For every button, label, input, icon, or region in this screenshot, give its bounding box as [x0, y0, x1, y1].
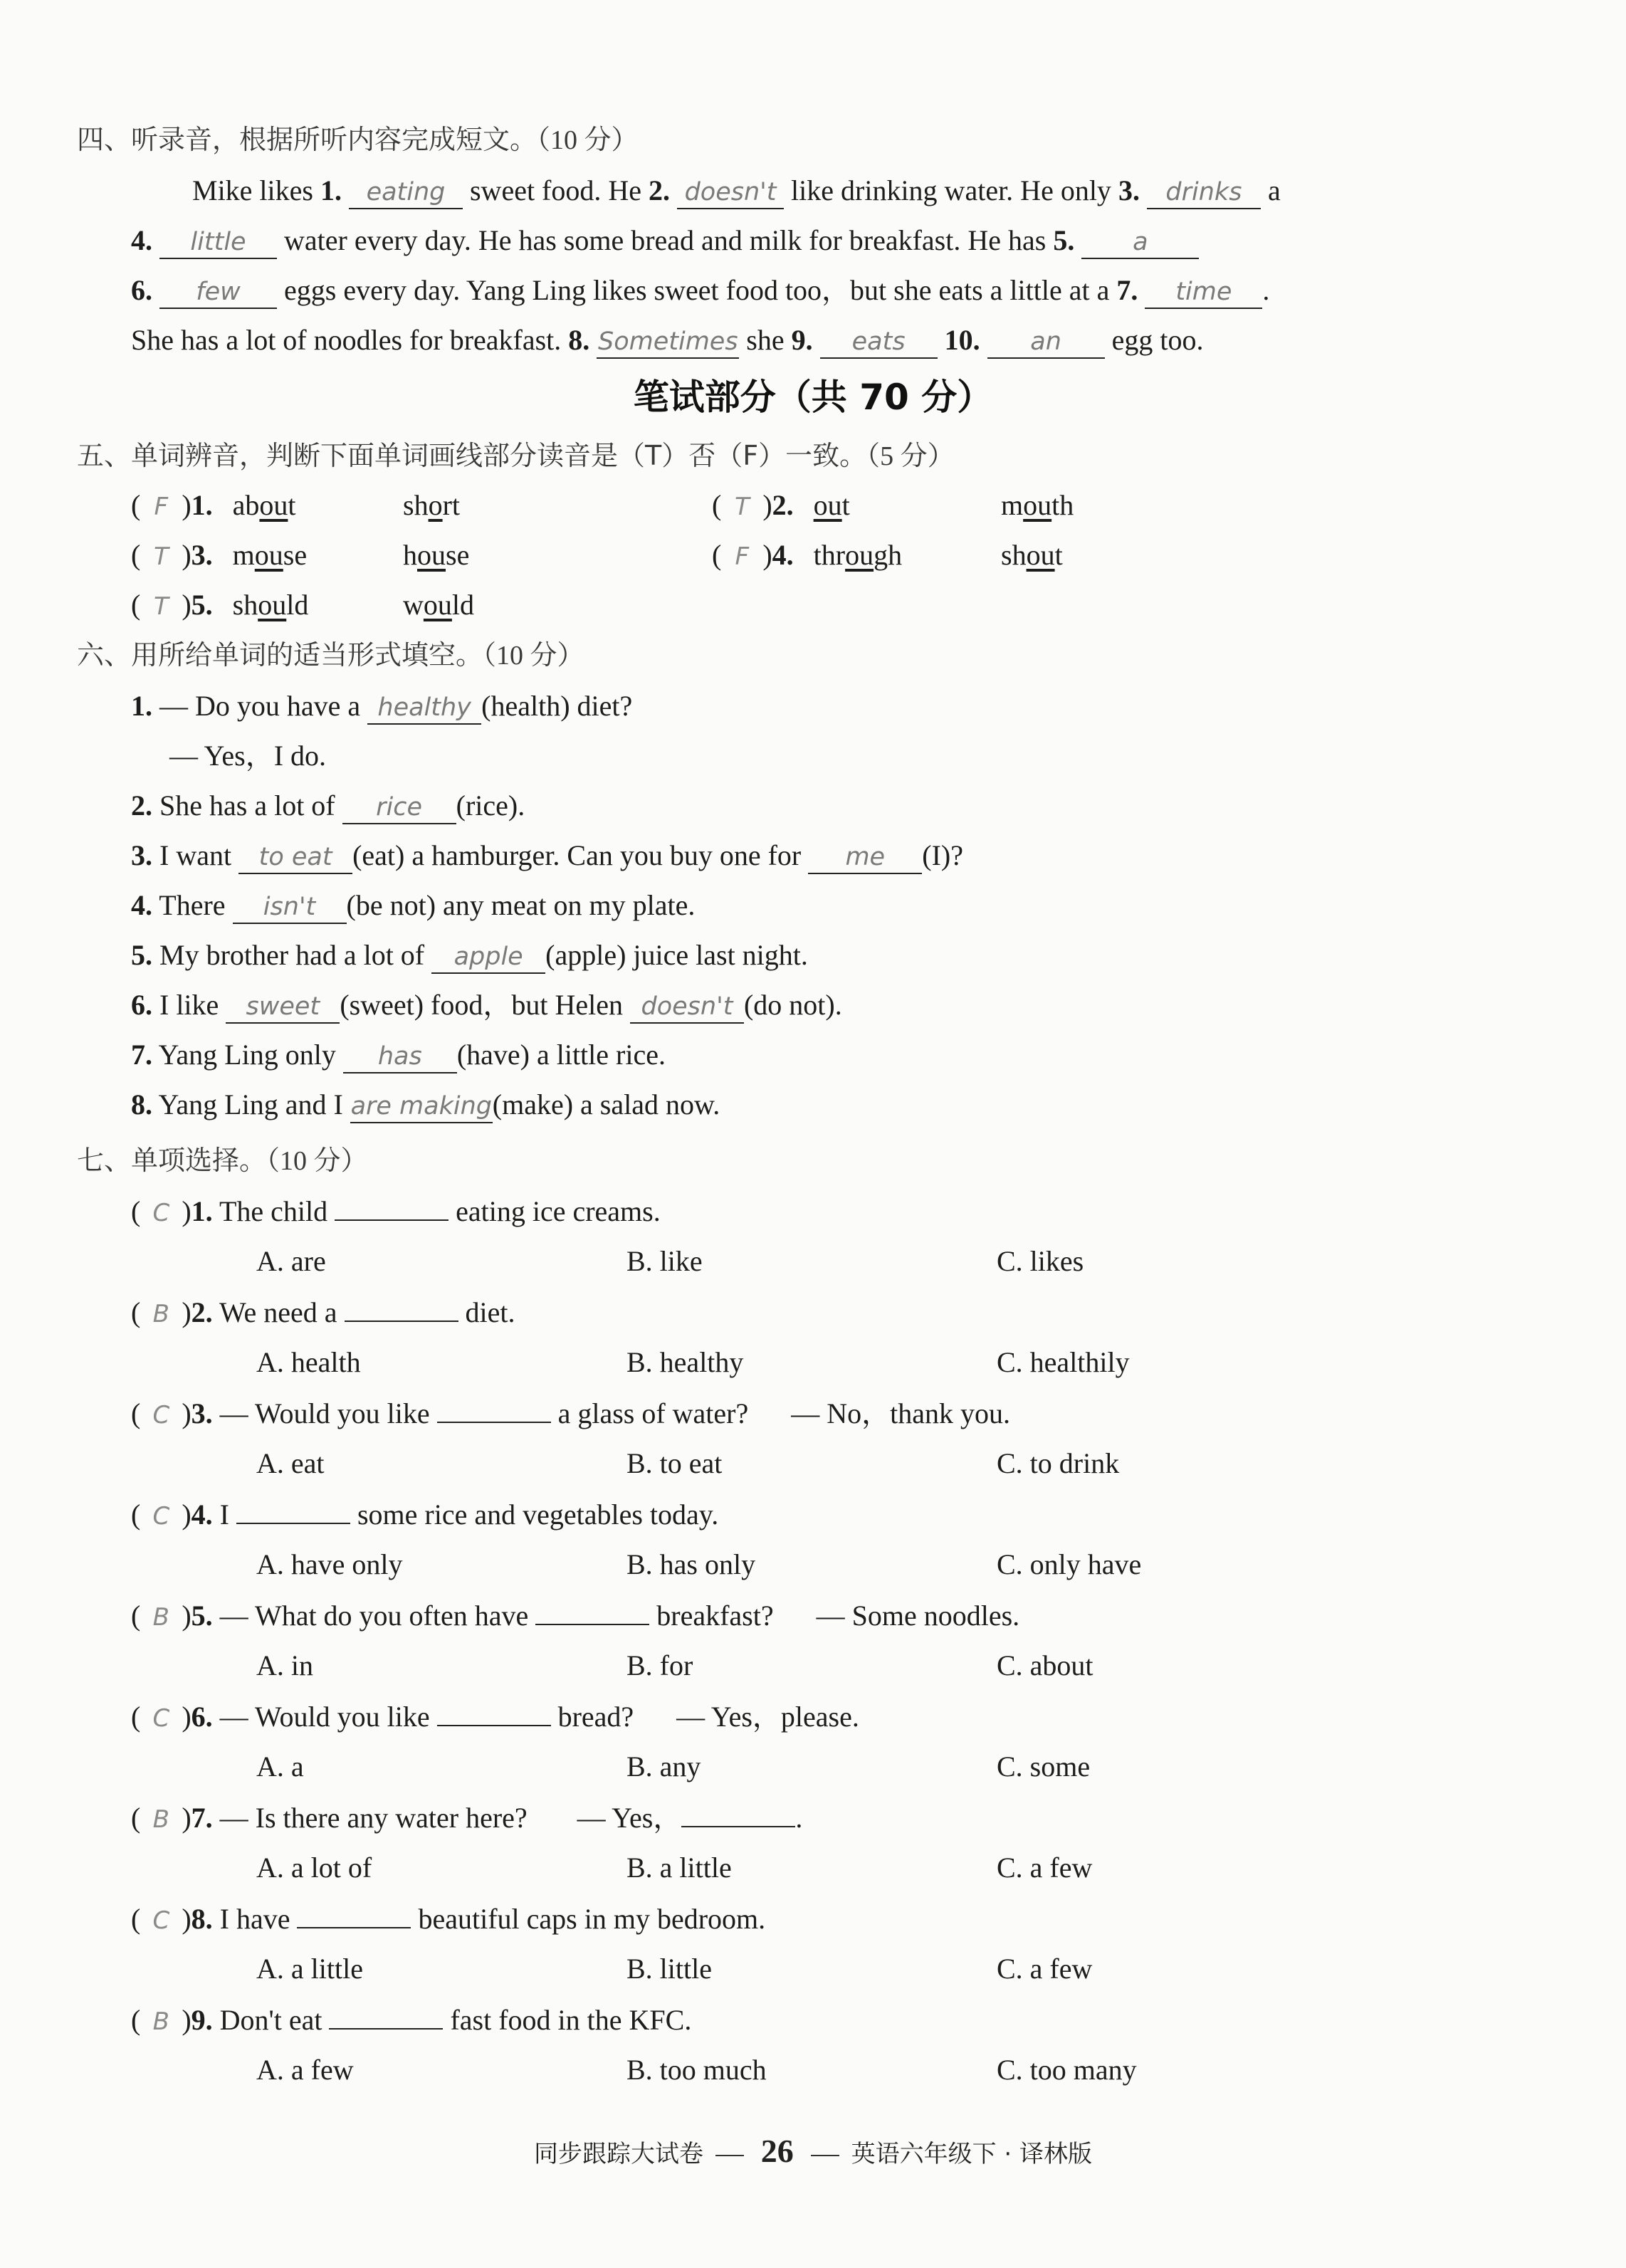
stem-text: eating ice creams.	[456, 1195, 661, 1227]
stem-text: bread?	[557, 1701, 634, 1733]
s6-item-6	[131, 985, 842, 1025]
answer-8: Sometimes	[597, 326, 739, 359]
question-text: (apple) juice last night.	[545, 939, 808, 971]
s5-item-1-word-2	[403, 485, 460, 525]
answer: sweet	[226, 991, 340, 1024]
answer-blank	[329, 2004, 443, 2030]
stem-text: I	[219, 1498, 229, 1531]
item-number: 8.	[131, 1088, 152, 1120]
option-b: B. too much	[626, 2054, 767, 2086]
answer-2: doesn't	[677, 177, 784, 209]
option-a: A. a lot of	[256, 1852, 372, 1884]
answer: C	[152, 1704, 170, 1733]
item-number: 1.	[191, 1195, 213, 1227]
item-number: 1.	[131, 690, 152, 722]
answer-blank	[535, 1600, 649, 1625]
option-b: B. any	[626, 1750, 701, 1783]
option-b: B. a little	[626, 1852, 732, 1884]
mc-question: ( C )6. — Would you like bread? — Yes，please.	[131, 1697, 859, 1738]
stem-text: — What do you often have	[219, 1600, 529, 1632]
reply-text: — Yes，	[577, 1802, 682, 1834]
word-part: h	[403, 539, 417, 571]
s5-item-1: ( F )1. about	[131, 485, 296, 527]
answer: healthy	[367, 692, 481, 725]
mc-question: ( C )1. The child eating ice creams.	[131, 1192, 661, 1233]
option-b: B. little	[626, 1953, 712, 1985]
word-1	[233, 539, 307, 571]
answer: has	[343, 1041, 457, 1073]
question-text: (have) a little rice.	[456, 1039, 666, 1071]
section-7-heading	[77, 1140, 368, 1181]
question-text: I want	[159, 839, 232, 871]
underlined-part: ou	[813, 489, 842, 521]
blank-number: 5.	[1053, 224, 1075, 256]
item-number: 4.	[772, 539, 794, 571]
option-c: C. healthily	[997, 1346, 1130, 1378]
stem-text: We need a	[219, 1296, 337, 1328]
answer: doesn't	[630, 991, 744, 1024]
answer: are making	[350, 1091, 493, 1123]
answer-blank	[437, 1397, 551, 1423]
blank-number: 9.	[791, 324, 813, 356]
question-text: My brother had a lot of	[159, 939, 425, 971]
answer-4: little	[159, 226, 277, 259]
word-1	[233, 589, 309, 621]
answer-blank	[345, 1296, 458, 1322]
answer: to eat	[238, 841, 352, 874]
heading-text: 四、听录音，根据所听内容完成短文。	[77, 124, 537, 155]
blank-number: 3.	[1118, 174, 1140, 206]
heading-points: （10 分）	[483, 641, 584, 671]
question-text: (make) a salad now.	[492, 1088, 720, 1120]
heading-text: 七、单项选择。	[77, 1145, 267, 1176]
answer-blank	[236, 1498, 350, 1524]
answer-7: time	[1145, 276, 1262, 309]
answer-blank	[437, 1701, 551, 1726]
item-number: 1.	[191, 489, 213, 521]
stem-text: some rice and vegetables today.	[357, 1498, 719, 1531]
question-text: There	[159, 889, 226, 921]
s6-item-2	[131, 786, 525, 826]
underlined-part: ou	[423, 589, 452, 621]
question-text: I like	[159, 989, 219, 1021]
s5-item-4-word-2	[1001, 535, 1063, 575]
blank-number: 6.	[131, 274, 152, 306]
s5-item-2: ( T )2. out	[712, 485, 850, 527]
option-a: A. health	[256, 1346, 361, 1378]
option-c: C. some	[997, 1750, 1091, 1783]
s6-item-5	[131, 935, 808, 975]
stem-text: breakfast?	[656, 1600, 774, 1632]
text: she	[746, 324, 785, 356]
answer-1: eating	[349, 177, 463, 209]
word-part: m	[1001, 489, 1024, 521]
answer: F	[735, 542, 750, 571]
answer: B	[152, 2007, 169, 2036]
answer: rice	[342, 792, 456, 824]
s5-item-3-word-2	[403, 535, 469, 575]
answer-6: few	[159, 276, 277, 309]
text: Mike likes	[192, 174, 313, 206]
s4-line-2	[131, 221, 1199, 261]
footer-subject: 英语六年级下 · 译林版	[851, 2140, 1093, 2168]
section-6-heading	[77, 635, 584, 676]
option-b: B. like	[626, 1245, 703, 1277]
item-number: 2.	[772, 489, 794, 521]
stem-text: fast food in the KFC.	[450, 2004, 692, 2036]
word-part: rt	[442, 489, 461, 521]
reply-text: — Some noodles.	[816, 1600, 1020, 1632]
s5-item-5-word-2	[403, 585, 474, 625]
mc-question: ( C )8. I have beautiful caps in my bedroom.	[131, 1899, 765, 1941]
option-c: C. a few	[997, 1852, 1093, 1884]
page-footer	[0, 2131, 1626, 2174]
underlined-part: o	[428, 489, 443, 521]
question-text: Yang Ling and I	[158, 1088, 343, 1120]
answer: F	[154, 493, 169, 521]
word-part: se	[283, 539, 308, 571]
s5-item-5: ( T )5. should	[131, 585, 308, 626]
answer: me	[808, 841, 922, 874]
option-b: B. healthy	[626, 1346, 744, 1378]
blank-number: 10.	[944, 324, 980, 356]
text: egg too.	[1111, 324, 1204, 356]
word-part: sh	[403, 489, 429, 521]
blank-number: 4.	[131, 224, 152, 256]
text: a	[1267, 174, 1281, 206]
answer-blank	[335, 1195, 449, 1221]
s6-item-1	[131, 686, 632, 726]
s6-item-7	[131, 1035, 666, 1075]
answer: T	[153, 592, 169, 621]
item-number: 7.	[191, 1802, 213, 1834]
option-a: A. eat	[256, 1447, 325, 1479]
stem-text: Don't eat	[219, 2004, 322, 2036]
underlined-part: ou	[845, 539, 874, 571]
s4-line-1	[192, 171, 1281, 211]
stem-text: — Would you like	[219, 1701, 430, 1733]
answer: T	[734, 493, 750, 521]
option-a: A. are	[256, 1245, 326, 1277]
reply-text: — No，thank you.	[791, 1397, 1010, 1429]
answer-5: a	[1081, 226, 1199, 259]
text: like drinking water. He only	[791, 174, 1111, 206]
answer-3: drinks	[1147, 177, 1261, 209]
item-number: 4.	[131, 889, 152, 921]
word-part: t	[841, 489, 850, 521]
option-a: A. a little	[256, 1953, 363, 1985]
s6-item-8	[131, 1085, 720, 1125]
word-part: ab	[232, 489, 260, 521]
word-part: m	[232, 539, 255, 571]
underlined-part: ou	[417, 539, 446, 571]
word-part: w	[403, 589, 424, 621]
item-number: 3.	[191, 1397, 213, 1429]
dash	[811, 2155, 839, 2156]
s6-item-4	[131, 886, 695, 925]
word-part: ld	[451, 589, 475, 621]
question-text: (health) diet?	[481, 690, 633, 722]
mc-question: ( C )3. — Would you like a glass of water? — No，thank you.	[131, 1394, 1010, 1435]
question-text: (rice).	[456, 789, 525, 821]
question-text: (do not).	[743, 989, 842, 1021]
heading-points: （10 分）	[266, 1146, 368, 1176]
s5-item-4: ( F )4. through	[712, 535, 902, 577]
question-text: (be not) any meat on my plate.	[346, 889, 696, 921]
answer: C	[152, 1199, 170, 1227]
reply-text: — Yes，please.	[676, 1701, 859, 1733]
answer: C	[152, 1401, 170, 1429]
word-part: thr	[813, 539, 846, 571]
answer: apple	[431, 941, 545, 974]
item-number: 6.	[131, 989, 152, 1021]
item-number: 2.	[131, 789, 152, 821]
underlined-part: ou	[259, 489, 288, 521]
word-part: ld	[286, 589, 309, 621]
answer-blank	[297, 1903, 411, 1928]
option-c: C. to drink	[997, 1447, 1120, 1479]
s6-item-1-reply	[169, 736, 326, 776]
item-number: 8.	[191, 1903, 213, 1935]
stem-text: diet.	[465, 1296, 515, 1328]
blank-number: 2.	[649, 174, 671, 206]
word-part: t	[1054, 539, 1063, 571]
option-b: B. for	[626, 1649, 693, 1681]
answer: C	[152, 1906, 170, 1935]
text: She has a lot of noodles for breakfast.	[131, 324, 562, 356]
item-number: 7.	[131, 1039, 152, 1071]
item-number: 4.	[191, 1498, 213, 1531]
s4-line-4	[131, 320, 1203, 360]
s6-item-3	[131, 836, 963, 876]
word-part: th	[1051, 489, 1074, 521]
blank-number: 7.	[1116, 274, 1138, 306]
option-b: B. has only	[626, 1548, 756, 1580]
stem-text: a glass of water?	[557, 1397, 749, 1429]
option-a: A. a few	[256, 2054, 354, 2086]
word-part: sh	[232, 589, 258, 621]
stem-text: I have	[219, 1903, 290, 1935]
mc-question: ( C )4. I some rice and vegetables today.	[131, 1495, 718, 1536]
underlined-part: ou	[254, 539, 283, 571]
question-text: She has a lot of	[159, 789, 335, 821]
answer: isn't	[233, 891, 347, 924]
option-c: C. only have	[997, 1548, 1142, 1580]
blank-number: 8.	[568, 324, 590, 356]
answer: B	[152, 1300, 169, 1328]
item-number: 5.	[191, 1600, 213, 1632]
heading-points: （5 分）	[866, 441, 955, 471]
mc-question: ( B )7. — Is there any water here? — Yes， .	[131, 1798, 802, 1839]
answer: B	[152, 1603, 169, 1632]
answer-10: an	[987, 326, 1105, 359]
heading-text: 六、用所给单词的适当形式填空。	[77, 639, 483, 671]
item-number: 5.	[131, 939, 152, 971]
option-a: A. in	[256, 1649, 313, 1681]
item-number: 9.	[191, 2004, 213, 2036]
word-part: se	[446, 539, 470, 571]
question-text: (eat) a hamburger. Can you buy one for	[352, 839, 802, 871]
option-a: A. a	[256, 1750, 304, 1783]
underlined-part: ou	[1023, 489, 1052, 521]
question-text: (I)?	[922, 839, 963, 871]
option-c: C. likes	[997, 1245, 1084, 1277]
page-number: 26	[760, 2133, 794, 2169]
footer-book-title: 同步跟踪大试卷	[533, 2140, 703, 2168]
dash	[715, 2155, 744, 2156]
question-text: (sweet) food，but Helen	[340, 989, 623, 1021]
option-b: B. to eat	[626, 1447, 723, 1479]
section-5-heading	[77, 436, 955, 476]
item-number: 3.	[191, 539, 213, 571]
text: sweet food. He	[469, 174, 642, 206]
heading-points: （10 分）	[537, 125, 639, 155]
mc-question: ( B )5. — What do you often have breakfast? — Some noodles.	[131, 1596, 1019, 1637]
item-number: 6.	[191, 1701, 213, 1733]
word-1	[814, 489, 850, 521]
text: water every day. He has some bread and milk for breakfast. He has	[284, 224, 1047, 256]
option-c: C. a few	[997, 1953, 1093, 1985]
stem-text: — Is there any water here?	[219, 1802, 528, 1834]
underlined-part: ou	[258, 589, 287, 621]
answer: B	[152, 1805, 169, 1834]
stem-text: The child	[219, 1195, 328, 1227]
item-number: 5.	[191, 589, 213, 621]
word-1	[814, 539, 902, 571]
item-number: 3.	[131, 839, 152, 871]
answer: T	[153, 542, 169, 571]
question-text: Yang Ling only	[158, 1039, 336, 1071]
s4-line-3	[131, 271, 1269, 310]
question-text: — Do you have a	[159, 690, 361, 722]
section-4-heading	[77, 120, 639, 160]
reply-text: — Yes，I do.	[169, 740, 327, 772]
word-part: gh	[874, 539, 903, 571]
answer-9: eats	[820, 326, 938, 359]
s5-item-3: ( T )3. mouse	[131, 535, 307, 577]
text: eggs every day. Yang Ling likes sweet food too，but she eats a little at a	[284, 274, 1110, 306]
word-part: t	[288, 489, 296, 521]
written-part-title: 笔试部分（共 70 分）	[633, 377, 993, 418]
word-1	[233, 489, 296, 521]
option-c: C. about	[997, 1649, 1093, 1681]
stem-text: — Would you like	[219, 1397, 430, 1429]
stem-text: beautiful caps in my bedroom.	[418, 1903, 766, 1935]
blank-number: 1.	[320, 174, 342, 206]
option-a: A. have only	[256, 1548, 403, 1580]
mc-question: ( B )9. Don't eat fast food in the KFC.	[131, 2000, 691, 2042]
heading-text: 五、单词辨音，判断下面单词画线部分读音是（T）否（F）一致。	[77, 440, 867, 471]
item-number: 2.	[191, 1296, 213, 1328]
mc-question: ( B )2. We need a diet.	[131, 1293, 515, 1334]
answer: C	[152, 1502, 170, 1531]
word-part: sh	[1001, 539, 1027, 571]
option-c: C. too many	[997, 2054, 1137, 2086]
s5-item-2-word-2	[1001, 485, 1074, 525]
answer-blank	[681, 1802, 795, 1827]
text: .	[1262, 274, 1270, 306]
underlined-part: ou	[1026, 539, 1055, 571]
